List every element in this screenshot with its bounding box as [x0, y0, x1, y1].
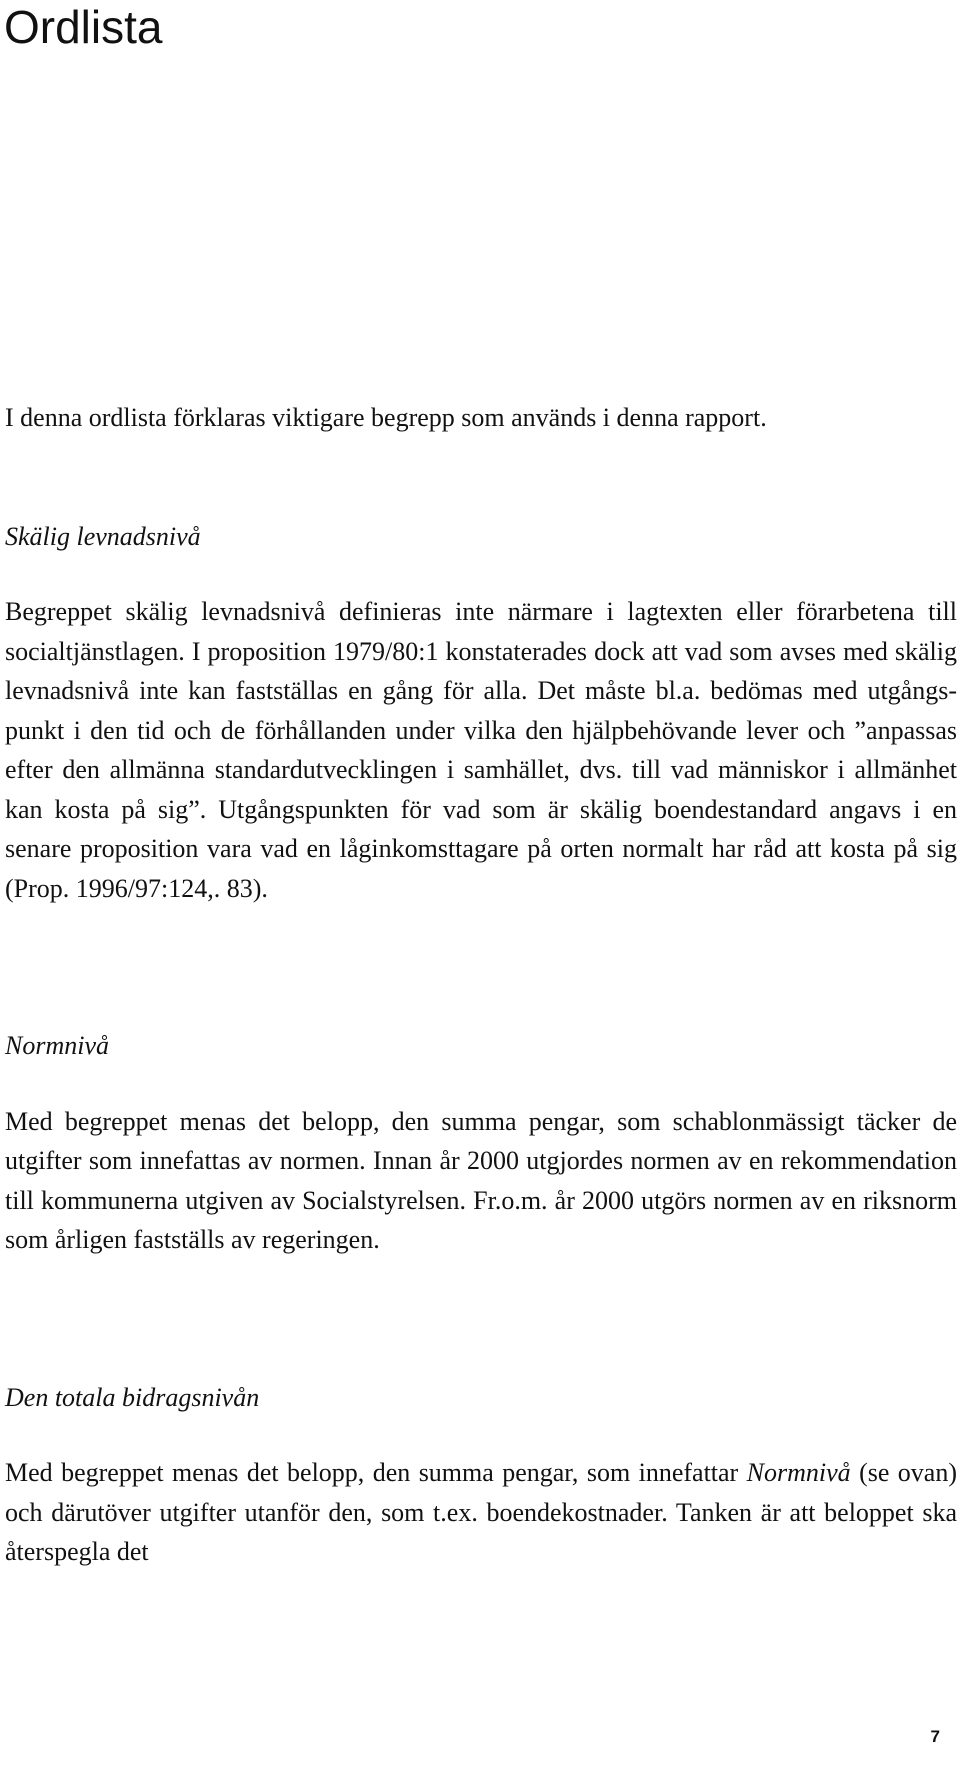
intro-paragraph: I denna ordlista förklaras viktigare begrepp som används i denna rapport.: [5, 403, 767, 432]
glossary-term: Normnivå: [5, 1031, 109, 1060]
glossary-entry: [5, 1026, 957, 1260]
page-number: 7: [930, 1727, 940, 1746]
glossary-content: [5, 398, 957, 1572]
glossary-definition: Med begreppet menas det belopp, den summa pengar, som schablonmässigt täcker de utgifter som innefattas av normen. Innan år 2000 utgjordes normen av en rekommendation till kommunerna utgiven av Socialstyrelsen. Fr.o.m. år 2000 utgörs normen av en riksnorm som årligen fastställs av regeringen.: [5, 1106, 957, 1254]
glossary-definition: Begreppet skälig levnadsnivå definieras inte närmare i lagtexten eller förarbetena till socialtjänstlagen. I proposition 1979/80:1 konstaterades dock att vad som avses med skälig levnadsnivå inte kan fastställas en gång för alla. Det måste bl.a. bedömas med utgångspunkt i den tid och de förhållanden under vilka den hjälpbehövande lever och ”anpassas efter den allmänna standardutvecklingen i samhället, dvs. till vad människor i allmänhet kan kosta på sig”. Utgångspunkten för vad som är skälig boendestandard angavs i en senare proposition vara vad en låginkomsttagare på orten normalt har råd att kosta på sig (Prop. 1996/97:124,. 83).: [5, 597, 957, 903]
glossary-entry: [5, 517, 957, 909]
definition-text: (se ovan) och därutöver utgifter utanför den, som t.ex. boendekostnader. Tanken är att beloppet ska återspegla det: [5, 1458, 958, 1566]
glossary-term: Skälig levnadsnivå: [5, 521, 201, 551]
definition-text: Med begreppet menas det belopp, den summa pengar, som innefattar: [5, 1458, 747, 1487]
term-reference: Normnivå: [746, 1458, 851, 1487]
glossary-term: Den totala bidragsnivån: [5, 1382, 260, 1412]
glossary-definition: [5, 1453, 957, 1572]
glossary-entry: [5, 1378, 957, 1572]
page-title: Ordlista: [4, 1, 163, 53]
